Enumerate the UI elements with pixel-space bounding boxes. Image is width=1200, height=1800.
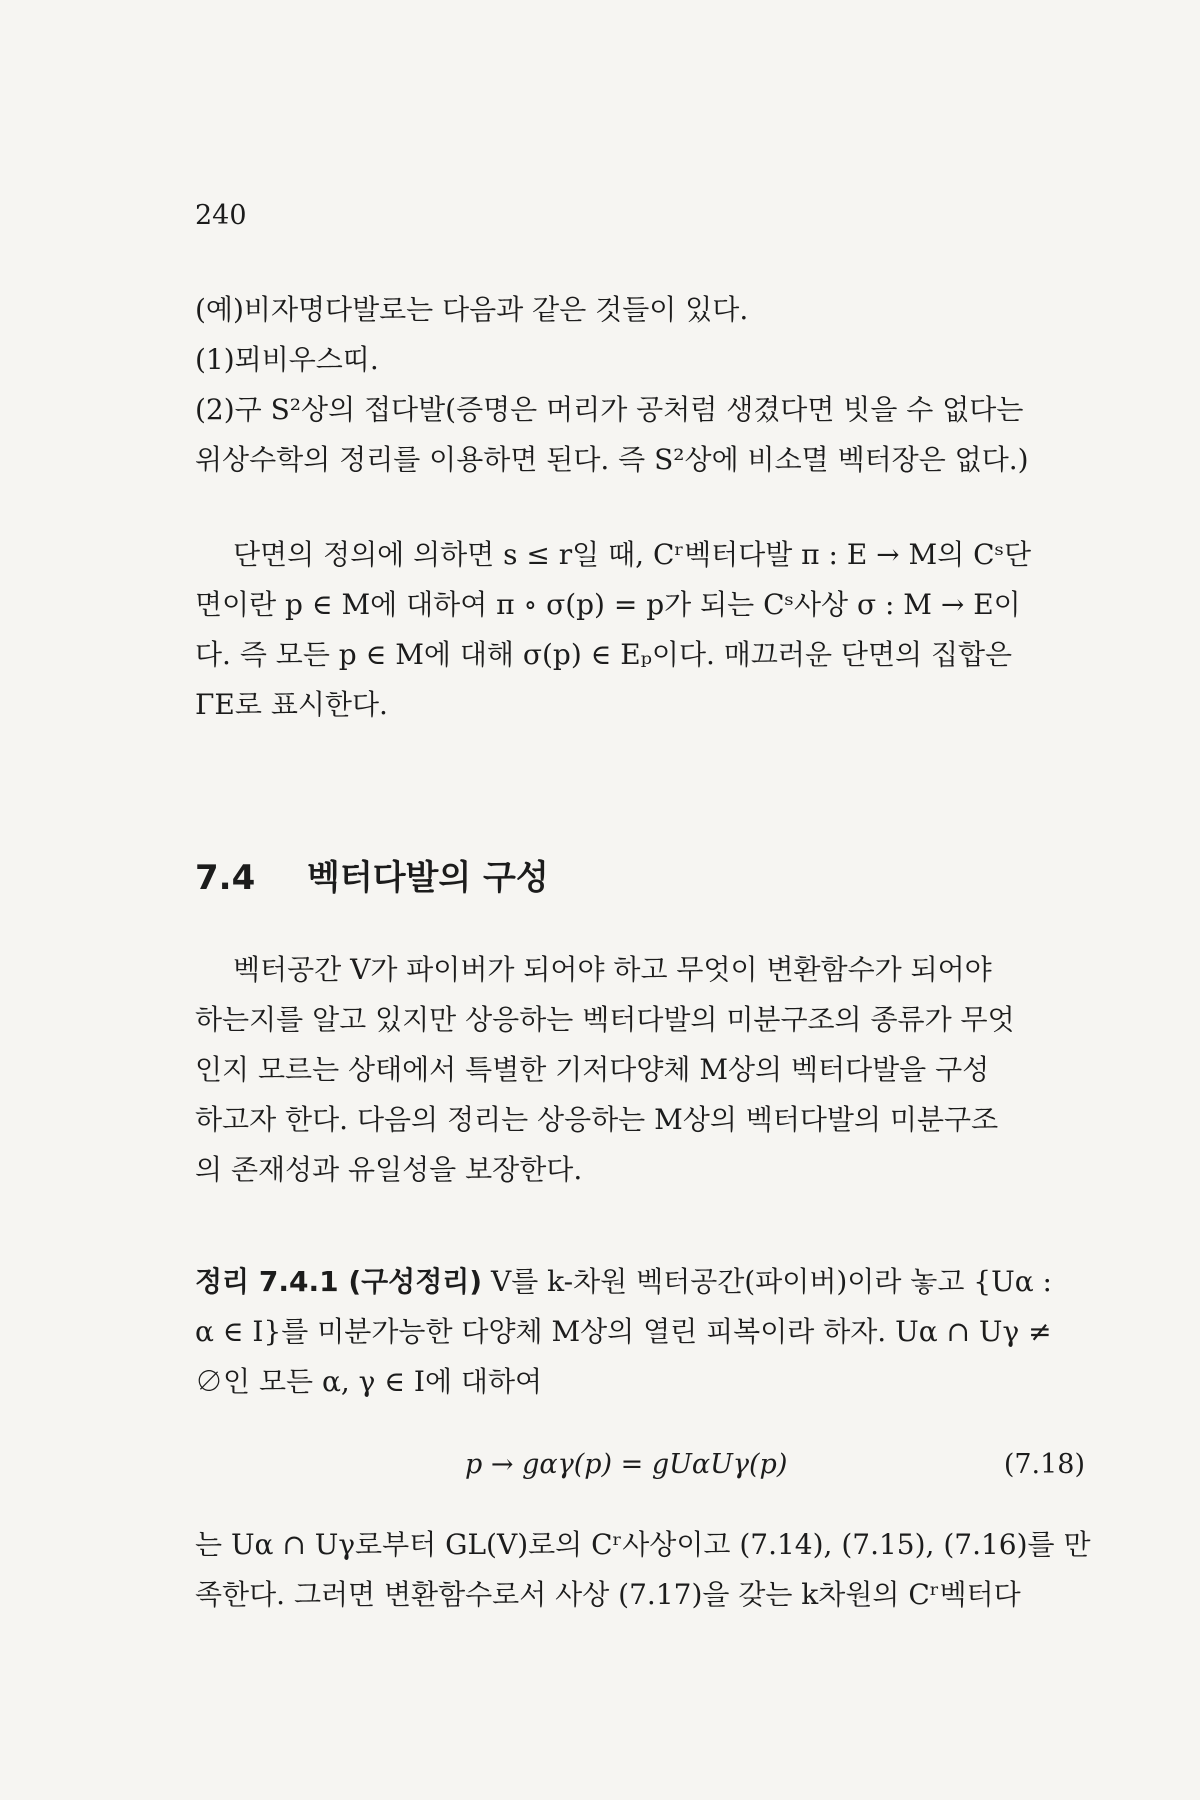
section-heading xyxy=(195,850,549,899)
text-line: 인지 모르는 상태에서 특별한 기저다양체 M상의 벡터다발을 구성 xyxy=(195,1053,990,1086)
text-line: 는 Uα ∩ Uγ로부터 GL(V)로의 Cʳ사상이고 (7.14), (7.15), (7.16)를 만 xyxy=(195,1528,1091,1561)
continuation-paragraph xyxy=(195,1520,1091,1620)
theorem-label: 정리 7.4.1 (구성정리) xyxy=(195,1265,483,1298)
section-definition-paragraph xyxy=(195,530,1085,730)
text-line: (2)구 S²상의 접다발(증명은 머리가 공처럼 생겼다면 빗을 수 없다는 xyxy=(195,393,1024,426)
text-line: (1)뫼비우스띠. xyxy=(195,343,379,376)
text-line: 하고자 한다. 다음의 정리는 상응하는 M상의 벡터다발의 미분구조 xyxy=(195,1103,999,1136)
text-line: 다. 즉 모든 p ∈ M에 대해 σ(p) ∈ Eₚ이다. 매끄러운 단면의 집합은 xyxy=(195,638,1013,671)
text-line: ∅인 모든 α, γ ∈ I에 대하여 xyxy=(195,1365,543,1398)
text-line: α ∈ I}를 미분가능한 다양체 M상의 열린 피복이라 하자. Uα ∩ Uγ ≠ xyxy=(195,1315,1052,1348)
text-line: ΓE로 표시한다. xyxy=(195,688,388,721)
text-line: 면이란 p ∈ M에 대하여 π ∘ σ(p) = p가 되는 Cˢ사상 σ : M → E이 xyxy=(195,588,1021,621)
text-line: 족한다. 그러면 변환함수로서 사상 (7.17)을 갖는 k차원의 Cʳ벡터다 xyxy=(195,1578,1021,1611)
text-line: 위상수학의 정리를 이용하면 된다. 즉 S²상에 비소멸 벡터장은 없다.) xyxy=(195,443,1029,476)
section-title: 벡터다발의 구성 xyxy=(307,858,549,898)
section-number: 7.4 xyxy=(195,858,256,898)
theorem-first-line-text: V를 k-차원 벡터공간(파이버)이라 놓고 {Uα : xyxy=(482,1265,1052,1298)
text-line: 의 존재성과 유일성을 보장한다. xyxy=(195,1153,583,1186)
page-number: 240 xyxy=(195,200,247,231)
text-line: (예)비자명다발로는 다음과 같은 것들이 있다. xyxy=(195,293,749,326)
equation-number: (7.18) xyxy=(1003,1449,1085,1480)
equation-formula: p → gαγ(p) = gUαUγ(p) xyxy=(465,1449,788,1480)
theorem-first-line xyxy=(195,1257,1085,1307)
intro-paragraph xyxy=(195,945,1085,1195)
example-paragraph xyxy=(195,285,1085,485)
theorem-paragraph xyxy=(195,1257,1085,1407)
text-line: 단면의 정의에 의하면 s ≤ r일 때, Cʳ벡터다발 π : E → M의 Cˢ단 xyxy=(233,538,1032,571)
text-line: 벡터공간 V가 파이버가 되어야 하고 무엇이 변환함수가 되어야 xyxy=(233,953,992,986)
text-line: 하는지를 알고 있지만 상응하는 벡터다발의 미분구조의 종류가 무엇 xyxy=(195,1003,1015,1036)
